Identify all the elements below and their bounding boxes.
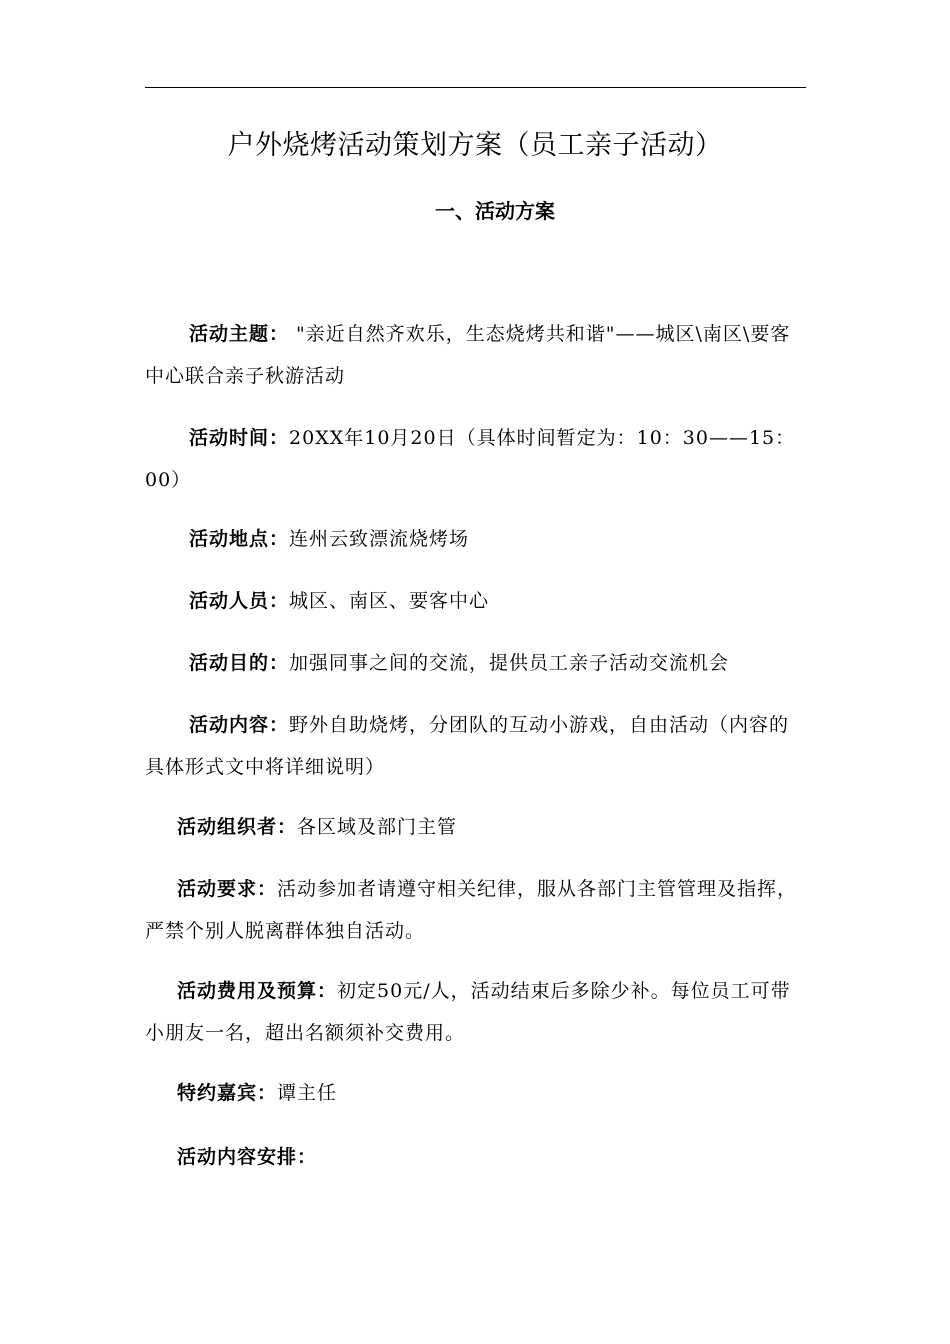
item-label: 活动目的： [189,652,290,674]
item-content [145,704,807,788]
item-text: 初定50元/人，活动结束后多除少补。每位员工可带小朋友一名，超出名额须补交费用。 [145,980,791,1044]
item-label: 活动费用及预算： [177,980,338,1002]
item-text: 活动参加者请遵守相关纪律，服从各部门主管管理及指挥，严禁个别人脱离群体独自活动。 [145,878,798,942]
item-label: 活动要求： [177,878,278,900]
item-text: "亲近自然齐欢乐，生态烧烤共和谐"——城区\南区\要客中心联合亲子秋游活动 [145,323,791,387]
item-label: 活动人员： [189,590,290,612]
item-label: 活动时间： [189,427,290,449]
header-rule [145,87,806,88]
item-schedule [145,1136,807,1178]
item-label: 活动内容安排： [177,1146,318,1168]
document-title: 户外烧烤活动策划方案（员工亲子活动） [227,130,723,161]
item-organizer [145,806,807,848]
item-text: 野外自助烧烤，分团队的互动小游戏，自由活动（内容的具体形式文中将详细说明） [145,714,790,778]
item-label: 活动内容： [189,714,290,736]
item-label: 特约嘉宾： [177,1082,278,1104]
item-purpose [145,642,807,684]
section-heading: 一、活动方案 [435,199,555,223]
item-guest [145,1072,807,1114]
item-label: 活动组织者： [177,816,298,838]
item-location [145,518,807,560]
item-time [145,417,807,501]
item-budget [145,970,807,1054]
item-theme [145,313,807,397]
item-requirements [145,868,807,952]
item-text: 20XX年10月20日（具体时间暂定为：10：30——15：00） [145,427,796,491]
item-text: 各区域及部门主管 [297,816,458,838]
item-label: 活动地点： [189,528,290,550]
item-text: 加强同事之间的交流，提供员工亲子活动交流机会 [289,652,730,674]
item-text: 谭主任 [277,1082,338,1104]
item-text: 城区、南区、要客中心 [289,590,490,612]
item-participants [145,580,807,622]
item-label: 活动主题： [189,323,290,345]
item-text: 连州云致漂流烧烤场 [289,528,470,550]
